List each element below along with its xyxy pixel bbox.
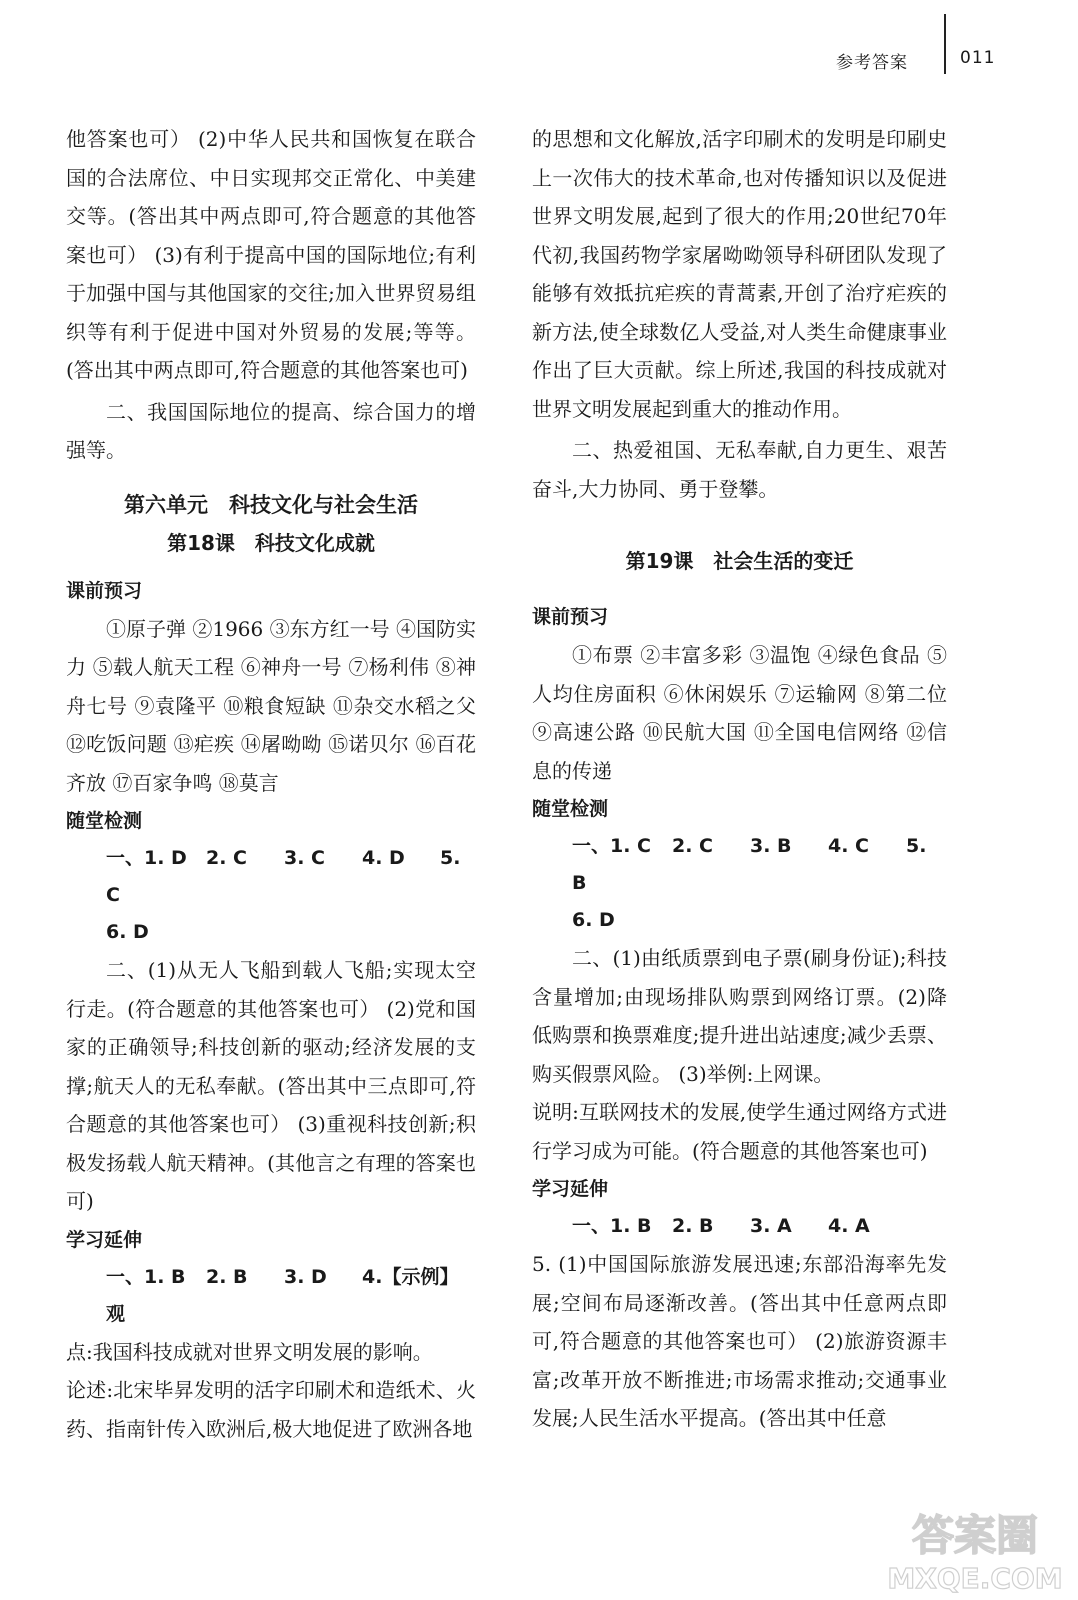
choice-answer: 3. D bbox=[284, 1265, 327, 1288]
argument-continued-paragraph: 的思想和文化解放,活字印刷术的发明是印刷史上一次伟大的技术革命,也对传播知识以及促进世界文明发展,起到了很大的作用;20世纪70年代初,我国药物学家屠呦呦领导科研团队发现了能够有效抵抗疟疾的青蒿素,开创了治疗疟疾的新方法,使全球数亿人受益,对人类生命健康事业作出了巨大贡献。综上所述,我国的科技成就对世界文明发展起到重大的推动作用。 bbox=[532, 127, 947, 421]
choice-answer: 4.【示例】观 bbox=[106, 1265, 459, 1325]
header-section-title: 参考答案 bbox=[836, 53, 908, 73]
lesson-18-title: 第18课 科技文化成就 bbox=[167, 530, 375, 555]
preview-answers: ①原子弹 ②1966 ③东方红一号 ④国防实力 ⑤载人航天工程 ⑥神舟一号 ⑦杨利伟 ⑧神舟七号 ⑨袁隆平 ⑩粮食短缺 ⑪杂交水稻之父 ⑫吃饭问题 ⑬疟疾 ⑭屠呦呦 ⑮诺贝尔 ⑯百花齐放 ⑰百家争鸣 ⑱莫言 bbox=[66, 616, 476, 795]
choice-answer: 4. D bbox=[362, 847, 405, 869]
extension-viewpoint: 点:我国科技成就对世界文明发展的影响。 bbox=[66, 1339, 433, 1364]
choice-answer: 2. C bbox=[672, 835, 713, 857]
lesson-19-title: 第19课 社会生活的变迁 bbox=[625, 549, 854, 573]
choice-answer: 3. B bbox=[750, 835, 792, 857]
choice-answer: 2. C bbox=[206, 847, 247, 869]
choice-answer: 一、1. B bbox=[106, 1265, 186, 1288]
choice-answer: 5. C bbox=[106, 847, 461, 906]
extension-heading: 学习延伸 bbox=[66, 1228, 143, 1251]
choice-answer: 2. B bbox=[672, 1215, 714, 1237]
class-test-choice-6-right: 6. D bbox=[572, 909, 615, 931]
choice-answer: 3. A bbox=[750, 1215, 792, 1237]
choice-answer: 2. B bbox=[206, 1265, 248, 1288]
answer-continued-paragraph: 他答案也可） (2)中华人民共和国恢复在联合国的合法席位、中日实现邦交正常化、中美建交等。(答出其中两点即可,符合题意的其他答案也可） (3)有利于提高中国的国际地位;有利于加强中国与其他国家的交往;加入世界贸易组织等有利于促进中国对外贸易的发展;等等。(答出其中两点即可,符合题意的其他答案也可) bbox=[66, 127, 476, 382]
unit-title: 第六单元 科技文化与社会生活 bbox=[124, 492, 418, 517]
answer-part-two-right: 二、热爱祖国、无私奉献,自力更生、艰苦奋斗,大力协同、勇于登攀。 bbox=[532, 438, 947, 501]
choice-answer: 一、1. C bbox=[572, 835, 651, 857]
class-test-choice-6: 6. D bbox=[106, 921, 149, 943]
choice-answer: 5. B bbox=[572, 835, 927, 894]
preview-answers-right: ①布票 ②丰富多彩 ③温饱 ④绿色食品 ⑤人均住房面积 ⑥休闲娱乐 ⑦运输网 ⑧第二位 ⑨高速公路 ⑩民航大国 ⑪全国电信网络 ⑫信息的传递 bbox=[532, 643, 947, 783]
preview-heading-right: 课前预习 bbox=[532, 606, 609, 628]
extension-answer-5: 5. (1)中国国际旅游发展迅速;东部沿海率先发展;空间布局逐渐改善。(答出其中任意两点即可,符合题意的其他答案也可） (2)旅游资源丰富;改革开放不断推进;市场需求推动;交通事业发展;人民生活水平提高。(答出其中任意 bbox=[532, 1252, 947, 1430]
watermark-text-en: MXQE.COM bbox=[887, 1562, 1063, 1595]
left-column bbox=[66, 120, 476, 1448]
class-test-explanation-right: 说明:互联网技术的发展,使学生通过网络方式进行学习成为可能。(符合题意的其他答案也可) bbox=[532, 1100, 947, 1163]
class-test-answers: 二、(1)从无人飞船到载人飞船;实现太空行走。(符合题意的其他答案也可） (2)党和国家的正确领导;科技创新的驱动;经济发展的支撑;航天人的无私奉献。(答出其中三点即可,符合题意的其他答案也可） (3)重视科技创新;积极发扬载人航天精神。(其他言之有理的答案也可) bbox=[66, 958, 476, 1213]
watermark-text-cn: 答案圈 bbox=[911, 1511, 1039, 1560]
class-test-choices-right bbox=[532, 828, 947, 902]
extension-argument: 论述:北宋毕昇发明的活字印刷术和造纸术、火药、指南针传入欧洲后,极大地促进了欧洲各地 bbox=[66, 1378, 476, 1441]
page-number: 011 bbox=[960, 48, 996, 68]
choice-answer: 4. C bbox=[828, 835, 869, 857]
choice-answer: 3. C bbox=[284, 847, 325, 869]
extension-choices-right bbox=[532, 1208, 947, 1245]
header-divider bbox=[944, 14, 946, 74]
choice-answer: 一、1. B bbox=[572, 1215, 652, 1237]
choice-answer: 4. A bbox=[828, 1215, 870, 1237]
watermark-logo bbox=[880, 1500, 1070, 1595]
class-test-answers-right: 二、(1)由纸质票到电子票(刷身份证);科技含量增加;由现场排队购票到网络订票。(2)降低购票和换票难度;提升进出站速度;减少丢票、购买假票风险。 (3)举例:上网课。 bbox=[532, 946, 947, 1086]
extension-heading-right: 学习延伸 bbox=[532, 1178, 609, 1200]
extension-choices bbox=[66, 1259, 476, 1333]
preview-heading: 课前预习 bbox=[66, 579, 143, 602]
right-column bbox=[532, 120, 947, 1438]
class-test-choices bbox=[66, 840, 476, 914]
answer-part-two: 二、我国国际地位的提高、综合国力的增强等。 bbox=[66, 399, 476, 462]
class-test-heading-right: 随堂检测 bbox=[532, 798, 609, 820]
choice-answer: 一、1. D bbox=[106, 847, 187, 869]
class-test-heading: 随堂检测 bbox=[66, 810, 143, 832]
